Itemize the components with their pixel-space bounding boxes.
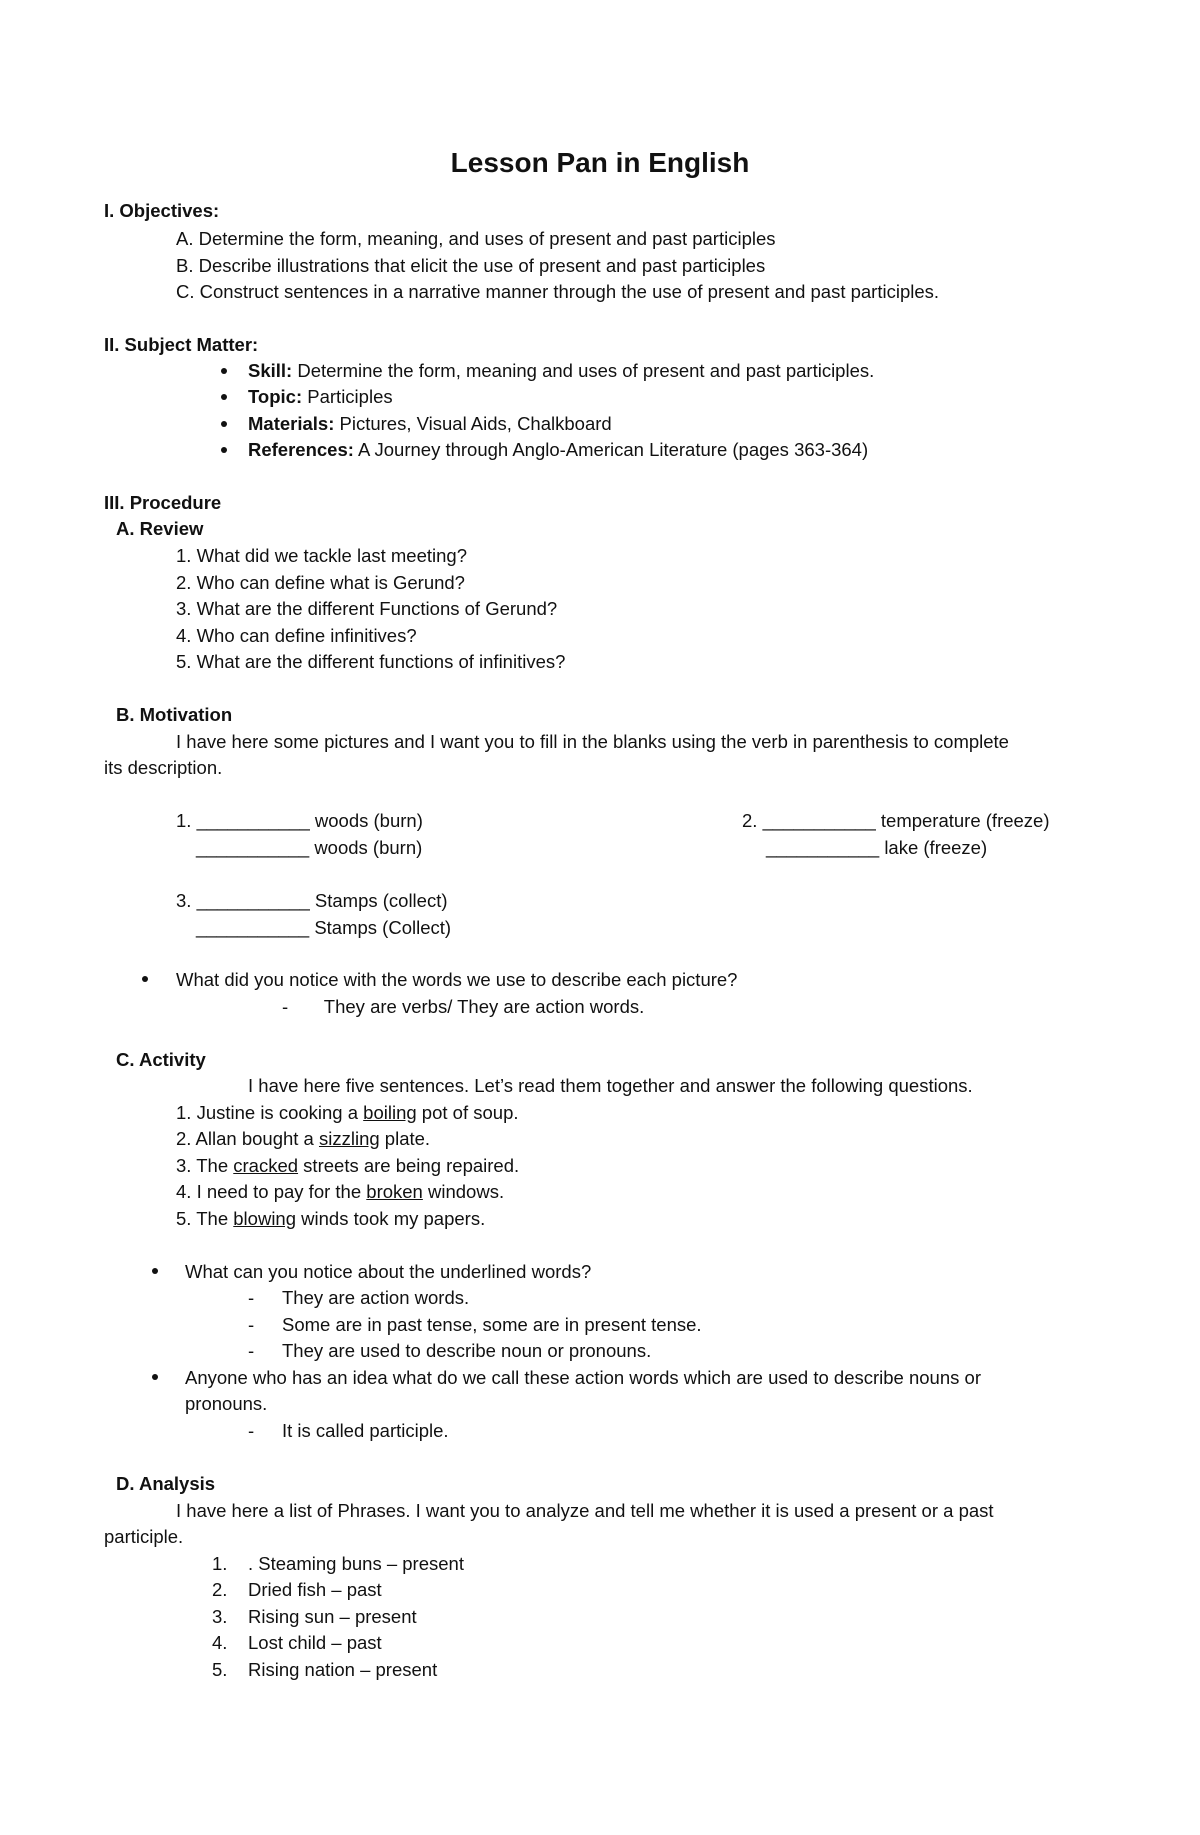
- analysis-heading: D. Analysis: [116, 1473, 216, 1494]
- activity-answer: Some are in past tense, some are in present tense.: [282, 1314, 702, 1335]
- activity-question: Anyone who has an idea what do we call these action words which are used to describe nouns or: [185, 1367, 981, 1388]
- activity-answer: They are action words.: [282, 1287, 470, 1308]
- analysis-item: Lost child – past: [248, 1632, 382, 1653]
- activity-answer: It is called participle.: [282, 1420, 449, 1441]
- objective-item: A. Determine the form, meaning, and uses of present and past participles: [176, 228, 776, 249]
- activity-heading: C. Activity: [116, 1049, 206, 1070]
- motivation-question: What did you notice with the words we use to describe each picture?: [176, 969, 738, 990]
- blank-item: 1. ___________ woods (burn): [176, 810, 423, 831]
- analysis-intro: I have here a list of Phrases. I want you to analyze and tell me whether it is used a present or a past: [176, 1500, 994, 1521]
- bullet-icon: [221, 394, 227, 400]
- procedure-heading: III. Procedure: [104, 492, 222, 513]
- bullet-icon: [221, 421, 227, 427]
- review-item: 5. What are the different functions of infinitives?: [176, 651, 566, 672]
- sentence-text: streets are being repaired.: [298, 1155, 520, 1176]
- underlined-word: broken: [366, 1181, 423, 1202]
- dash-marker: -: [248, 1287, 255, 1308]
- sentence-text: 4. I need to pay for the: [176, 1181, 367, 1202]
- objective-item: B. Describe illustrations that elicit the use of present and past participles: [176, 255, 766, 276]
- subject-matter-heading: II. Subject Matter:: [104, 334, 259, 355]
- activity-sentence: [176, 1102, 519, 1124]
- subject-references: [248, 439, 868, 461]
- subject-topic: [248, 386, 393, 408]
- sentence-text: 3. The: [176, 1155, 234, 1176]
- sentence-text: 5. The: [176, 1208, 234, 1229]
- underlined-word: cracked: [233, 1155, 299, 1176]
- subject-materials: [248, 413, 612, 435]
- activity-sentence: [176, 1208, 485, 1230]
- bullet-icon: [142, 976, 148, 982]
- subject-references-text: A Journey through Anglo-American Literature (pages 363-364): [353, 439, 869, 460]
- activity-sentence: [176, 1181, 504, 1203]
- subject-materials-label: Materials:: [248, 413, 335, 434]
- analysis-intro-cont: participle.: [104, 1526, 184, 1547]
- analysis-item: Rising nation – present: [248, 1659, 438, 1680]
- subject-topic-text: Participles: [302, 386, 393, 407]
- activity-question: What can you notice about the underlined words?: [185, 1261, 592, 1282]
- review-heading: A. Review: [116, 518, 204, 539]
- subject-skill-text: Determine the form, meaning and uses of present and past participles.: [292, 360, 875, 381]
- blank-item: 3. ___________ Stamps (collect): [176, 890, 448, 911]
- subject-references-label: References:: [248, 439, 354, 460]
- activity-question-cont: pronouns.: [185, 1393, 268, 1414]
- activity-sentence: [176, 1155, 519, 1177]
- blank-item: ___________ lake (freeze): [766, 837, 988, 858]
- subject-topic-label: Topic:: [248, 386, 303, 407]
- objective-item: C. Construct sentences in a narrative manner through the use of present and past participles.: [176, 281, 940, 302]
- activity-answer: They are used to describe noun or pronouns.: [282, 1340, 652, 1361]
- underlined-word: blowing: [233, 1208, 297, 1229]
- activity-intro: I have here five sentences. Let’s read them together and answer the following questions.: [248, 1075, 973, 1096]
- underlined-word: sizzling: [318, 1128, 380, 1149]
- activity-sentence: [176, 1128, 430, 1150]
- analysis-number: 3.: [212, 1606, 228, 1627]
- dash-marker: -: [248, 1314, 255, 1335]
- analysis-item: Dried fish – past: [248, 1579, 382, 1600]
- bullet-icon: [221, 368, 227, 374]
- motivation-intro-cont: its description.: [104, 757, 223, 778]
- underlined-word: boiling: [363, 1102, 417, 1123]
- sentence-text: 2. Allan bought a: [176, 1128, 319, 1149]
- sentence-text: 1. Justine is cooking a: [176, 1102, 364, 1123]
- motivation-answer: - They are verbs/ They are action words.: [282, 996, 645, 1017]
- subject-skill-label: Skill:: [248, 360, 293, 381]
- review-item: 2. Who can define what is Gerund?: [176, 572, 465, 593]
- blank-item: ___________ Stamps (Collect): [196, 917, 452, 938]
- sentence-text: pot of soup.: [416, 1102, 519, 1123]
- bullet-icon: [221, 447, 227, 453]
- analysis-number: 5.: [212, 1659, 228, 1680]
- bullet-icon: [152, 1374, 158, 1380]
- blank-item: 2. ___________ temperature (freeze): [742, 810, 1050, 831]
- sentence-text: plate.: [379, 1128, 431, 1149]
- subject-materials-text: Pictures, Visual Aids, Chalkboard: [334, 413, 612, 434]
- analysis-item: . Steaming buns – present: [248, 1553, 464, 1574]
- sentence-text: windows.: [422, 1181, 505, 1202]
- motivation-heading: B. Motivation: [116, 704, 233, 725]
- review-item: 4. Who can define infinitives?: [176, 625, 417, 646]
- analysis-item: Rising sun – present: [248, 1606, 417, 1627]
- objectives-heading: I. Objectives:: [104, 200, 220, 221]
- blank-item: ___________ woods (burn): [196, 837, 423, 858]
- review-item: 1. What did we tackle last meeting?: [176, 545, 468, 566]
- motivation-intro: I have here some pictures and I want you to fill in the blanks using the verb in parenthesis to complete: [176, 731, 1009, 752]
- bullet-icon: [152, 1268, 158, 1274]
- dash-marker: -: [248, 1340, 255, 1361]
- analysis-number: 1.: [212, 1553, 228, 1574]
- analysis-number: 2.: [212, 1579, 228, 1600]
- sentence-text: winds took my papers.: [296, 1208, 486, 1229]
- dash-marker: -: [248, 1420, 255, 1441]
- subject-skill: [248, 360, 874, 382]
- page-title: Lesson Pan in English: [450, 147, 750, 178]
- review-item: 3. What are the different Functions of Gerund?: [176, 598, 558, 619]
- analysis-number: 4.: [212, 1632, 228, 1653]
